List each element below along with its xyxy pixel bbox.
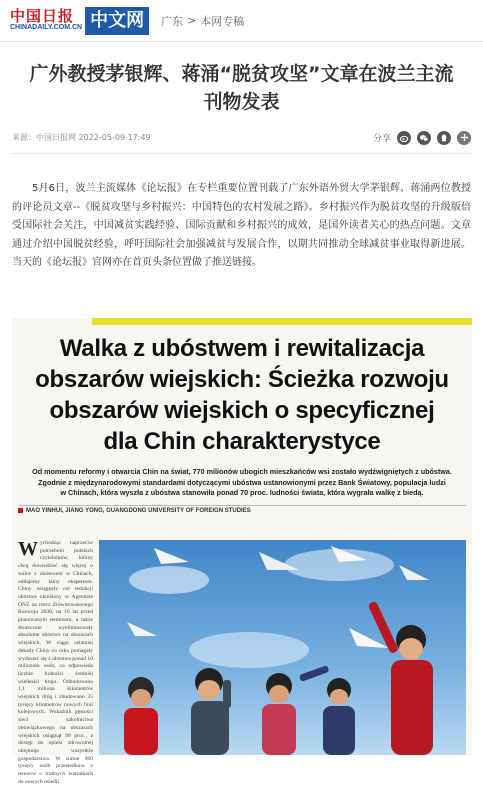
logo-en: CHINADAILY.COM.CN xyxy=(10,24,83,31)
headline-line-2: obszarów wiejskich: Ścieżka rozwoju xyxy=(35,366,449,393)
wechat-icon[interactable] xyxy=(417,131,431,145)
subhead-line-3: w Chinach, która wyszła z ubóstwa stanowiła ponad 70 proc. ludności świata, która wygrała walkę z biedą. xyxy=(60,488,424,497)
column-text: ychodząc naprzeciw potrzebom polskich czytelników, którzy chcą dowiedzieć się więcej o walce z ubóstwem w Chinach, oddajemy łamy ekspertom. Chiny osiągnęły cel redukcji ubóstwa określony w Agendzie ONZ na rzecz Zrównoważonego Rozwoju 2030, na 10 lat przed planowanym terminem, a także skutecznie wyeliminowały absolutne ubóstwo na obszarach wiejskich. W ciągu ostatniej dekady Chiny co roku pomagały wydostać się z ubóstwa ponad 10 milionom osób, co odpowiada liczbie ludności średniej wielkości kraju. Odbudowano 1,1 miliona kilometrów wiejskich dróg i zbudowano 35 tysięcy kilometrów nowych linii kolejowych. Wskaźnik gęstości sieci szkolnictwa obowiązkowego na obszarach wiejskich osiągnął 99 proc., a dostęp do opieki zdrowotnej obejmuje wszystkie gospodarstwa. W sumie 960 tysięcy osób przesiedlono z terenów o trudnych warunkach do nowych osiedli. xyxy=(18,540,93,785)
breadcrumb-section[interactable]: 本网专稿 xyxy=(200,14,245,28)
headline-line-1: Walka z ubóstwem i rewitalizacja xyxy=(59,335,425,362)
site-header xyxy=(0,0,483,42)
byline-text: MAO YINHUI, JIANG YONG, GUANGDONG UNIVERSITY OF FOREIGN STUDIES xyxy=(26,507,251,514)
logo-cn: 中国日报 xyxy=(10,7,75,25)
plus-icon[interactable] xyxy=(457,131,471,145)
breadcrumb xyxy=(161,13,244,29)
clipping-body xyxy=(18,538,466,785)
headline-line-4: dla Chin charakterystyce xyxy=(103,428,381,455)
breadcrumb-guangdong[interactable]: 广东 xyxy=(161,14,184,28)
clipping-headline xyxy=(12,333,472,457)
article-source: 来源：中国日报网 2022-05-09 17:49 xyxy=(12,133,151,142)
article-paragraph: 5月6日，波兰主流媒体《论坛报》在专栏重要位置刊载了广东外语外贸大学茅银辉、蒋涌两位教授的评论员文章--《脱贫攻坚与乡村振兴：中国特色的农村发展之路》。乡村振兴作为脱贫攻坚的升级版倍受国际社会关注，中国减贫实践经验、国际贡献和乡村振兴的成效，是国外读者关心的热点问题。文章通过介绍中国脱贫经验，呼吁国际社会加强减贫与发展合作，以期共同推动全球减贫事业取得新进展。当天的《论坛报》官网亦在首页头条位置做了推送链接。 xyxy=(12,183,471,268)
dropcap: W xyxy=(18,538,38,560)
byline-marker xyxy=(18,508,23,513)
logo-box: 中文网 xyxy=(85,7,149,35)
article-title: 广外教授茅银辉、蒋涌“脱贫攻坚”文章在波兰主流刊物发表 xyxy=(29,63,454,113)
newspaper-clipping xyxy=(12,318,472,785)
subhead-line-1: Od momentu reformy i otwarcia Chin na świat, 770 milionów ubogich mieszkańców wsi zostało wydźwigniętych z ubóstwa. xyxy=(32,467,452,476)
clipping-byline xyxy=(18,505,466,514)
clipping-accent-bar xyxy=(92,318,472,325)
weibo-icon[interactable] xyxy=(397,131,411,145)
logo-text xyxy=(10,9,82,32)
share-bar xyxy=(373,131,471,145)
subhead-line-2: Zgodnie z międzynarodowymi standardami dotyczącymi ubóstwa ustanowionymi przez Bank Światowy, populacja ludzi xyxy=(38,477,446,487)
share-label: 分享 xyxy=(372,134,391,144)
headline-line-3: obszarów wiejskich o specyficznej xyxy=(49,397,435,424)
article-meta xyxy=(12,130,471,154)
breadcrumb-separator: > xyxy=(187,14,197,27)
children-paper-planes-photo xyxy=(99,540,466,755)
clipping-column xyxy=(18,538,93,785)
clipping-subhead xyxy=(20,467,464,499)
qq-icon[interactable] xyxy=(437,131,451,145)
site-logo[interactable] xyxy=(10,6,149,36)
